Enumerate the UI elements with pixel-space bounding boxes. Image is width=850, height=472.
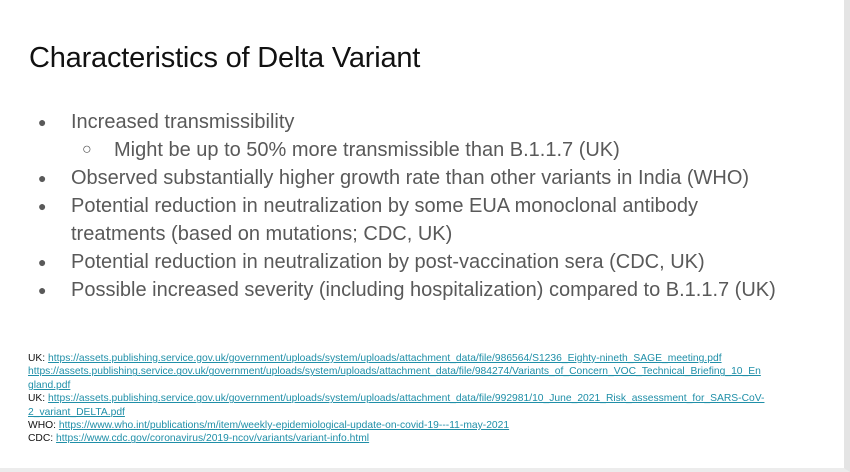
- bullet-text: Possible increased severity (including hospitalization) compared to B.1.1.7 (UK): [71, 279, 776, 301]
- bullet-item: [0, 248, 844, 276]
- sub-bullet-item: [0, 136, 844, 164]
- reference-link[interactable]: https://assets.publishing.service.gov.uk/government/uploads/system/uploads/attachment_data/file/984274/Variants_of_Concern_VOC_Technical_Briefing_10_En: [28, 366, 761, 378]
- bullet-text: Might be up to 50% more transmissible than B.1.1.7 (UK): [114, 139, 620, 161]
- bullet-marker: ●: [38, 114, 47, 130]
- reference-link[interactable]: https://www.who.int/publications/m/item/weekly-epidemiological-update-on-covid-19---11-may-2021: [58, 420, 510, 432]
- bullet-marker: ●: [38, 282, 47, 298]
- bullet-text: Increased transmissibility: [71, 111, 295, 133]
- reference-line: [28, 419, 828, 432]
- reference-line: [28, 365, 828, 378]
- reference-label: UK:: [28, 353, 49, 364]
- reference-link[interactable]: gland.pdf: [28, 379, 71, 391]
- reference-line: [28, 352, 828, 365]
- bullet-item: [0, 192, 844, 220]
- reference-line: [28, 432, 828, 445]
- reference-label: WHO:: [28, 420, 59, 432]
- reference-link[interactable]: 2_variant_DELTA.pdf: [28, 406, 125, 418]
- sub-bullet-marker: ○: [82, 141, 92, 158]
- bullet-marker: ●: [38, 170, 47, 186]
- reference-label: UK:: [28, 393, 49, 405]
- bullet-text: treatments (based on mutations; CDC, UK): [71, 223, 453, 245]
- bullet-item: [0, 164, 844, 192]
- references: [28, 352, 828, 446]
- bullet-text: Potential reduction in neutralization by some EUA monoclonal antibody: [71, 195, 699, 217]
- reference-label: CDC:: [28, 433, 57, 445]
- bullet-marker: ●: [38, 254, 47, 270]
- bullet-list: [0, 108, 844, 304]
- reference-link[interactable]: https://assets.publishing.service.gov.uk/government/uploads/system/uploads/attachment_data/file/986564/S1236_Eighty-nineth_SAGE_meeting.pdf: [48, 353, 722, 364]
- bullet-text: Observed substantially higher growth rate than other variants in India (WHO): [71, 167, 750, 189]
- reference-line: [28, 392, 828, 405]
- bullet-text: Potential reduction in neutralization by post-vaccination sera (CDC, UK): [71, 251, 705, 273]
- slide-title: Characteristics of Delta Variant: [29, 42, 421, 74]
- bullet-continuation: [0, 220, 844, 248]
- reference-line: [28, 379, 828, 392]
- reference-link[interactable]: https://www.cdc.gov/coronavirus/2019-ncov/variants/variant-info.html: [56, 433, 370, 445]
- bullet-marker: ●: [38, 198, 47, 214]
- reference-line: [28, 406, 828, 419]
- bullet-item: [0, 108, 844, 136]
- reference-link[interactable]: https://assets.publishing.service.gov.uk/government/uploads/system/uploads/attachment_data/file/992981/10_June_2021_Risk_assessment_for_SARS-CoV-: [48, 393, 765, 405]
- bullet-item: [0, 276, 844, 304]
